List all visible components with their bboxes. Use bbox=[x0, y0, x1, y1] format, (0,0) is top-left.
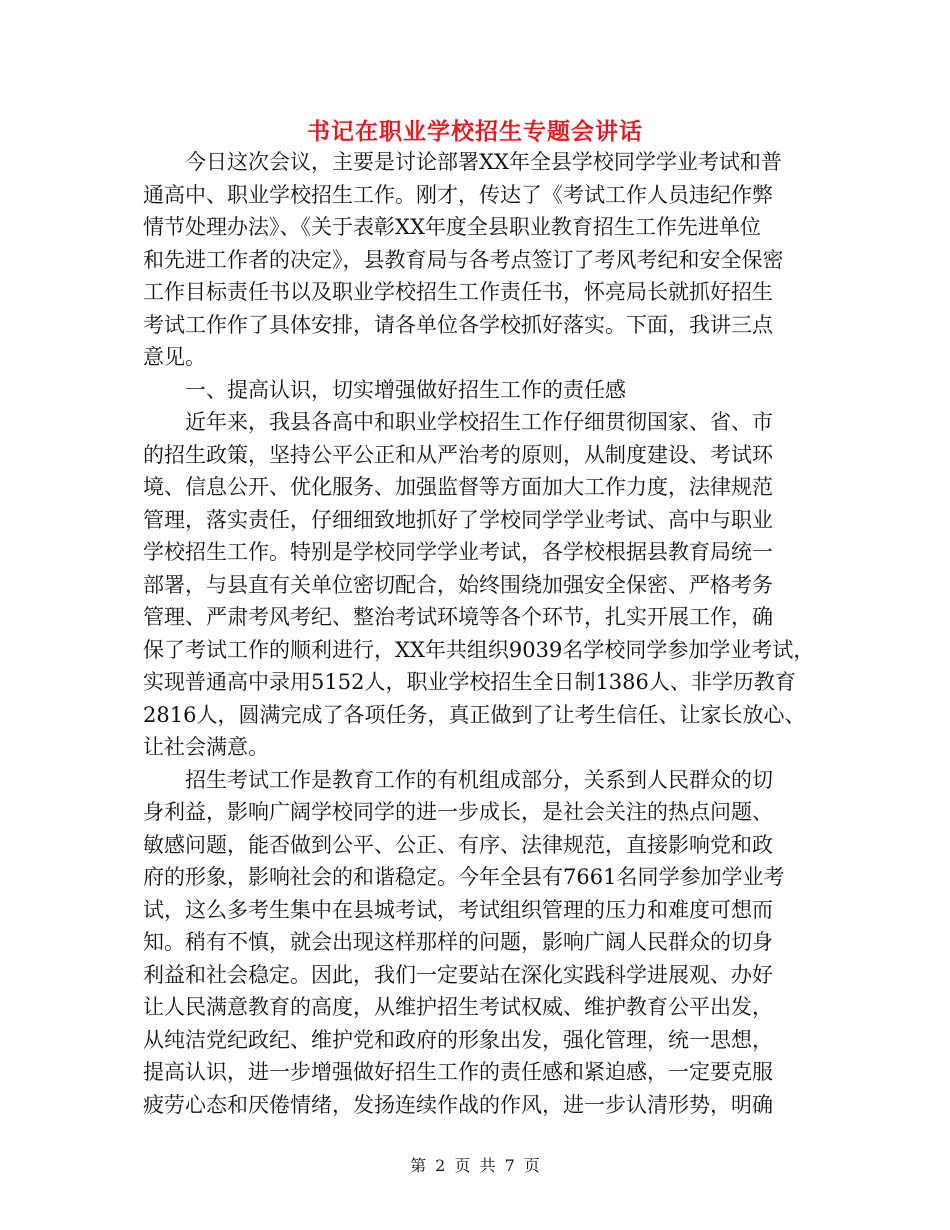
body-line: 疲劳心态和厌倦情绪，发扬连续作战的作风，进一步认清形势，明确 bbox=[143, 1092, 773, 1117]
body-line: 今日这次会议，主要是讨论部署XX年全县学校同学学业考试和普 bbox=[143, 150, 782, 174]
body-line: 让社会满意。 bbox=[143, 735, 269, 759]
page-footer: 第 2 页 共 7 页 bbox=[410, 1156, 540, 1175]
body-line: 管理、严肃考风考纪、整治考试环境等各个环节，扎实开展工作，确 bbox=[143, 605, 773, 629]
body-line: 学校招生工作。特别是学校同学学业考试，各学校根据县教育局统一 bbox=[143, 540, 773, 564]
body-line: 招生考试工作是教育工作的有机组成部分，关系到人民群众的切 bbox=[143, 767, 773, 792]
body-line: 2816人，圆满完成了各项任务，真正做到了让考生信任、让家长放心、 bbox=[143, 702, 806, 727]
body-line: 让人民满意教育的高度，从维护招生考试权威、维护教育公平出发， bbox=[143, 995, 773, 1019]
body-line: 一、提高认识，切实增强做好招生工作的责任感 bbox=[143, 377, 626, 402]
body-line: 管理，落实责任，仔细细致地抓好了学校同学学业考试、高中与职业 bbox=[143, 507, 773, 532]
body-line: 保了考试工作的顺利进行，XX年共组织9039名学校同学参加学业考试， bbox=[143, 637, 815, 662]
body-line: 敏感问题，能否做到公平、公正、有序、法律规范，直接影响党和政 bbox=[143, 832, 773, 857]
body-line: 知。稍有不慎，就会出现这样那样的问题，影响广阔人民群众的切身 bbox=[143, 930, 773, 954]
body-line: 情节处理办法》、《关于表彰XX年度全县职业教育招生工作先进单位 bbox=[143, 215, 761, 239]
body-line: 部署，与县直有关单位密切配合，始终围绕加强安全保密、严格考务 bbox=[143, 572, 773, 597]
body-line: 和先进工作者的决定》，县教育局与各考点签订了考风考纪和安全保密 bbox=[143, 247, 784, 272]
body-line: 提高认识，进一步增强做好招生工作的责任感和紧迫感，一定要克服 bbox=[143, 1060, 773, 1084]
document-title: 书记在职业学校招生专题会讲话 bbox=[307, 118, 643, 145]
body-line: 近年来，我县各高中和职业学校招生工作仔细贯彻国家、省、市 bbox=[143, 410, 773, 434]
body-line: 身利益，影响广阔学校同学的进一步成长，是社会关注的热点问题、 bbox=[143, 800, 773, 824]
body-line: 试，这么多考生集中在县城考试，考试组织管理的压力和难度可想而 bbox=[143, 897, 773, 922]
body-line: 考试工作作了具体安排，请各单位各学校抓好落实。下面，我讲三点 bbox=[143, 312, 773, 337]
body-line: 意见。 bbox=[143, 345, 206, 369]
body-line: 工作目标责任书以及职业学校招生工作责任书，怀亮局长就抓好招生 bbox=[143, 280, 773, 304]
body-line: 实现普通高中录用5152人，职业学校招生全日制1386人、非学历教育 bbox=[143, 670, 796, 694]
document-body bbox=[143, 146, 823, 1121]
body-line: 通高中、职业学校招生工作。刚才，传达了《考试工作人员违纪作弊 bbox=[143, 182, 773, 207]
body-line: 利益和社会稳定。因此，我们一定要站在深化实践科学进展观、办好 bbox=[143, 962, 773, 987]
body-line: 的招生政策，坚持公平公正和从严治考的原则，从制度建设、考试环 bbox=[143, 442, 773, 467]
body-line: 府的形象，影响社会的和谐稳定。今年全县有7661名同学参加学业考 bbox=[143, 865, 785, 889]
body-line: 境、信息公开、优化服务、加强监督等方面加大工作力度，法律规范 bbox=[143, 475, 773, 499]
body-line: 从纯洁党纪政纪、维护党和政府的形象出发，强化管理，统一思想， bbox=[143, 1027, 773, 1052]
